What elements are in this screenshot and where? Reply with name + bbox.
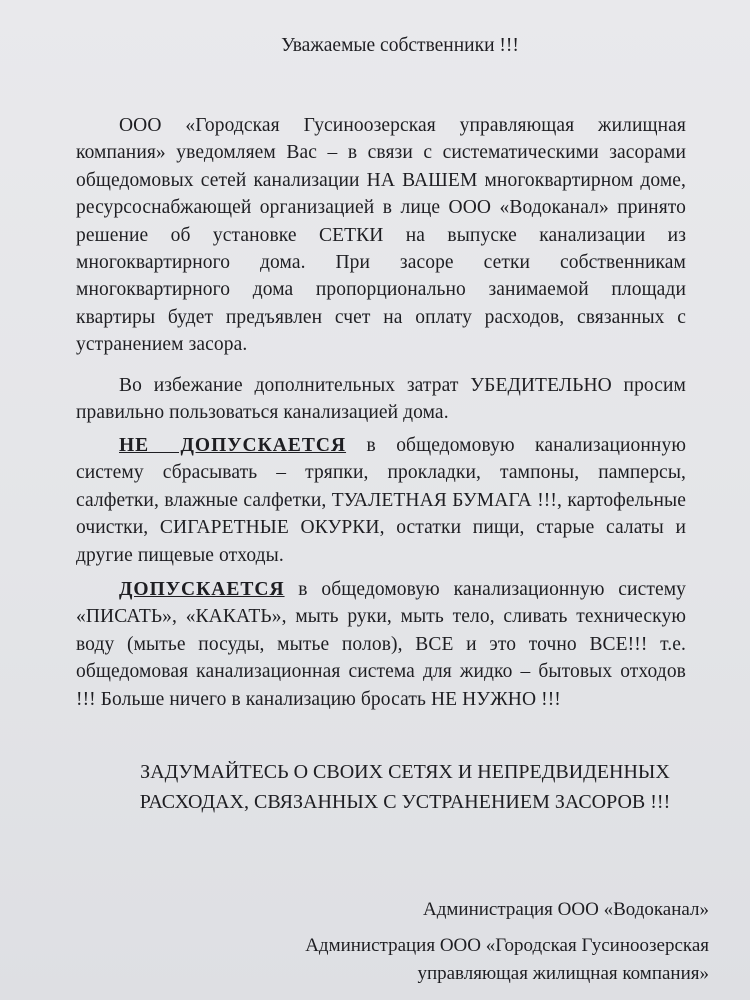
- allowed-text: в общедомовую канализационную систему «ПИСАТЬ», «КАКАТЬ», мыть руки, мыть тело, сливать техническую воду (мытье посуды, мытье полов), ВСЕ и это точно ВСЕ!!! т.е. общедомовая канализационная система для жидко – бытовых отходов !!! Больше ничего в канализацию бросать НЕ НУЖНО !!!: [76, 579, 686, 710]
- signature-management-line-1: Администрация ООО «Городская Гусиноозерская: [305, 935, 709, 956]
- signature-vodokanal: Администрация ООО «Водоканал»: [423, 899, 709, 920]
- paragraph-allowed: [76, 576, 686, 713]
- paragraph-prohibited: [76, 432, 686, 569]
- prohibited-heading: НЕ ДОПУСКАЕТСЯ: [119, 435, 347, 456]
- paragraph-request: Во избежание дополнительных затрат УБЕДИТЕЛЬНО просим правильно пользоваться канализацией дома.: [76, 375, 686, 424]
- signature-management-line-2: управляющая жилищная компания»: [417, 963, 709, 984]
- allowed-heading: ДОПУСКАЕТСЯ: [119, 579, 285, 600]
- prohibited-text: в общедомовую канализационную систему сбрасывать – тряпки, прокладки, тампоны, памперсы, салфетки, влажные салфетки, ТУАЛЕТНАЯ БУМАГА !!!, картофельные очистки, СИГАРЕТНЫЕ ОКУРКИ, остатки пищи, старые салаты и другие пищевые отходы.: [76, 435, 686, 566]
- signature-management-company: [305, 932, 709, 988]
- paragraph-grid-notice: ООО «Городская Гусиноозерская управляющая жилищная компания» уведомляем Вас – в связи с систематическими засорами общедомовых сетей канализации НА ВАШЕМ многоквартирном доме, ресурсоснабжающей организацией в лице ООО «Водоканал» принято решение об установке СЕТКИ на выпуске канализации из многоквартирного дома. При засоре сетки собственникам многоквартирного дома пропорционально занимаемой площади квартиры будет предъявлен счет на оплату расходов, связанных с устранением засора.: [76, 115, 686, 356]
- warning-line-1: ЗАДУМАЙТЕСЬ О СВОИХ СЕТЯХ И НЕПРЕДВИДЕННЫХ: [140, 761, 670, 783]
- notice-title: Уважаемые собственники !!!: [281, 35, 519, 56]
- warning-line-2: РАСХОДАХ, СВЯЗАННЫХ С УСТРАНЕНИЕМ ЗАСОРОВ !!!: [139, 791, 671, 813]
- warning-block: [60, 757, 750, 817]
